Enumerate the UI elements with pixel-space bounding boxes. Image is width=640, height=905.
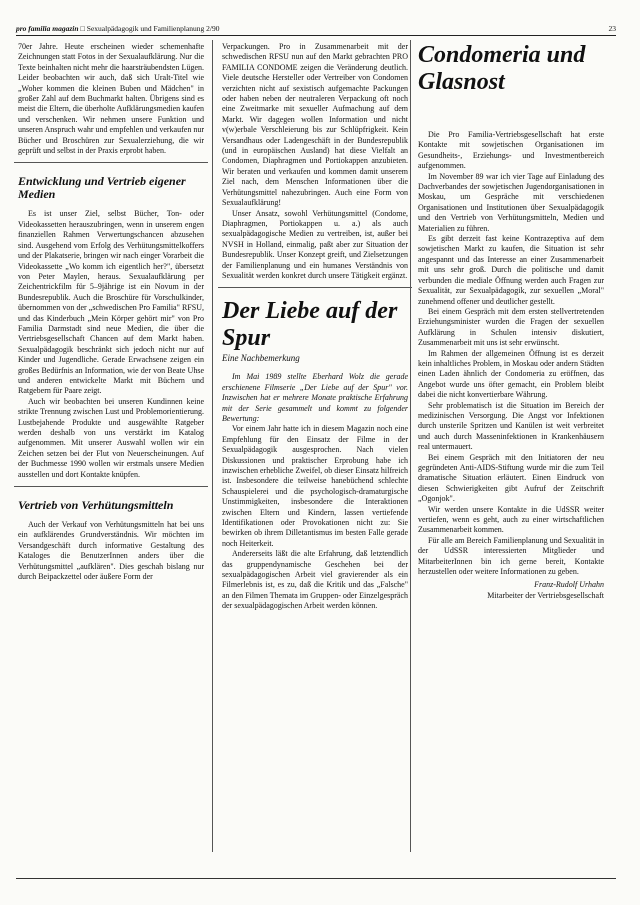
paragraph: Auch der Verkauf von Verhütungsmitteln hat bei uns ein aufklärendes Grundverständnis. Wir möchten im Versandgeschäft durch informative Gestaltung des Kataloges die BenutzerInnen anders über die Verhütungsmittel „aufklären". Dies geschah bislang nur durch Beipackzettel oder äußere Form der — [18, 520, 204, 582]
article-deck: Eine Nachbemerkung — [222, 353, 300, 364]
paragraph: Verpackungen. Pro in Zusammenarbeit mit der schwedischen RFSU nun auf den Markt gebrachten PRO FAMILIA CONDOME zeigen die Veränderung deutlich. Viele deutsche Hersteller oder Vertreiber von Condomen verzichten nicht auf sexistisch aufgemachte Packungen oder haben neben der neutraleren Verpackung oft noch eine Zweitmarke mit sexueller Aufmachung auf dem Markt. Wir dagegen wollen Information und nicht v(w)erbale Verschleierung bis zur Schlüpfrigkeit. Kein Versandhaus oder Ladengeschäft in der Bundesrepublik (und in europäischen Ausland) hat diese Vielfalt an Condomen, Diaphragmen und Portiokappen anzubieten. Wir beraten und verkaufen und kommen damit unserem Ziel nach, dem Menschen Informationen über die Verhütungsmittel nahezubringen. Auch eine Form von Sexualaufklärung! — [222, 42, 408, 208]
paragraph: Bei einem Gespräch mit dem ersten stellvertretenden Erziehungsminister wurden die Fragen der sexuellen Aufklärung in Schulen intensiv diskutiert, Zusammenarbeit mit uns ist sehr erwünscht. — [418, 306, 604, 348]
paragraph: Wir werden unsere Kontakte in die UdSSR weiter vertiefen, wenn es geht, auch zu einer wirtschaftlichen Zusammenarbeit kommen. — [418, 504, 604, 535]
heading-vertrieb: Vertrieb von Verhütungsmitteln — [18, 498, 174, 513]
paragraph: Bei einem Gespräch mit den Initiatoren der neu gegründeten Anti-AIDS-Stiftung wurde mir die zum Teil dramatische Situation erläutert. Einen Eindruck von diesen Schwierigkeiten gibt Aufruf der Zeitschrift „Ogonjok". — [418, 452, 604, 504]
column-left — [18, 42, 204, 582]
paragraph: Im Rahmen der allgemeinen Öffnung ist es derzeit kein inhaltliches Problem, in Moskau oder andern Städten einen Laden ähnlich der Condomeria zu eröffnen, das Angebot wurde uns öfter gemacht, ein Problem bleibt dabei die nicht konvertierbare Währung. — [418, 348, 604, 400]
section-divider — [218, 287, 412, 288]
section-divider — [14, 486, 208, 487]
column-right — [418, 42, 604, 601]
heading-entwicklung: Entwicklung und Vertrieb eigener Medien — [18, 174, 186, 202]
magazine-name: pro familia magazin — [16, 24, 79, 33]
paragraph: Vor einem Jahr hatte ich in diesem Magazin noch eine Empfehlung für den Einsatz der Filme in der Sexualpädagogik ausgesprochen. Nach vielen Diskussionen und praktischer Erprobung habe ich inzwischen erhebliche Zweifel, ob dieser Einsatz hilfreich ist. Insbesondere die teilweise hanebüchend schlechte Schauspielerei und die psychologisch-dramaturgische Unstimmigkeiten, insbesondere die Interaktionen zwischen Eltern und Kindern, lassen vertiefende Identifikationen oder Provokationen nicht zu: Sie bewirken ob ihrem Dilletantismus im besten Falle gerade noch Heiterkeit. — [222, 424, 408, 548]
section-name: □ Sexualpädagogik und Familienplanung 2/90 — [80, 24, 220, 33]
paragraph: Die Pro Familia-Vertriebsgesellschaft hat erste Kontakte mit sowjetischen Organisationen im Gesundheits-, Erziehungs- und Investmentbereich aufgenommen. — [418, 130, 604, 171]
author-name: Franz-Rudolf Urhahn — [534, 580, 604, 590]
column-middle — [222, 42, 408, 612]
article-intro: Im Mai 1989 stellte Eberhard Wolz die gerade erschienene Filmserie „Der Liebe auf der Spur" vor. Inzwischen hat er mehrere Monate praktische Erfahrung mit der Serie gesammelt und kommt zu folgender Bewertung: — [222, 372, 408, 423]
section-divider — [14, 162, 208, 163]
paragraph: Unser Ansatz, sowohl Verhütungsmittel (Condome, Diaphragmen, Portiokappen u. a.) als auch sexualpädagogische Medien zu vertreiben, ist, außer bei NVSH in Holland, einmalig, paßt aber zur Situation der Bundesrepublik. Unser Konzept greift, und Zielsetzungen der Familienplanung und ein humanes Verständnis von Sexualität werden konkret durch unsere Tätigkeit ergänzt. — [222, 208, 408, 280]
header-divider — [16, 35, 616, 36]
paragraph: Andererseits läßt die alte Erfahrung, daß letztendlich das gruppendynamische Geschehen bei der sexualpädagogischen Arbeit viel gravierender als ein Filmerlebnis ist, es zu, daß die Kritik und das „Falsche" an den Filmen Themata im Gruppen- oder Einzelgespräch der sexualpädagogischen Arbeit werden können. — [222, 549, 408, 611]
paragraph: Es ist unser Ziel, selbst Bücher, Ton- oder Videokassetten herauszubringen, wenn in unserem engen finanziellen Rahmen Verwertungschancen abzusehen sind. Ausgehend vom Erfolg des Verhütungsmittelkoffers und der Plakatserie, bringen wir nach einger Vorarbeit die Videokassette „Wo komm ich eigentlich her?", übersetzt von Peter Maylen, heraus. Sexualaufklärung per Zeichentrickfilm für 5–9jährige ist ein Novum in der Bundesrepublik. Auch die Broschüre für Vorschulkinder, übernommen von der „schwedischen Pro Familia" RFSU, und das Kinderbuch „Mein Körper gehört mir" von Pro Familia Darmstadt sind neue Medien, die über die Vertriebsgesellschaft Chancen auf dem Markt haben. Sexualpädagogik beschränkt sich jedoch nicht nur auf Kinder und Jugendliche. Gerade Erwachsene zeigen ein großes Bedürfnis an Information, wie der von Beate Uhse und anderen entwickelte Markt mit Büchern und Ratgebern für Paare zeigt. — [18, 209, 204, 396]
paragraph: 70er Jahre. Heute erscheinen wieder schemenhafte Zeichnungen statt Fotos in der Sexualaufklärung. Nur die Texte beinhalten nicht mehr die haarsträubendsten Lügen. Leider beobachten wir auch, daß sich Uralt-Titel wie „Woher kommen die kleinen Buben und Mädchen" in großer Zahl auf dem Buchmarkt halten. Übrigens sind es meist die Eltern, die überholte Aufklärungsmedien kaufen und verschenken. Wir nehmen unsere Funktion und unseren Anspruch wahr und empfehlen und verkaufen nur Bücher und Broschüren zur Sexualerziehung, die wir geprüft und selbst in der Praxis erprobt haben. — [18, 42, 204, 156]
author-role: Mitarbeiter der Vertriebsgesellschaft — [487, 590, 604, 600]
paragraph: Für alle am Bereich Familienplanung und Sexualität in der UdSSR interessierten Mitglieder und MitarbeiterInnen bin ich gerne bereit, Kontakte herzustellen oder weitere Informationen zu geben. — [418, 535, 604, 577]
paragraph: Sehr problematisch ist die Situation im Bereich der medizinischen Versorgung. Die Angst vor Infektionen durch unsterile Spritzen und Kanülen ist weit verbreitet und auch durch Masseninfektionen in Krankenhäusern real untermauert. — [418, 400, 604, 452]
running-head — [16, 24, 220, 33]
article-title-liebe: Der Liebe auf der Spur — [222, 298, 398, 352]
title-spacer — [418, 96, 604, 130]
article-title-condomeria: Condomeria und Glasnost — [418, 42, 586, 95]
paragraph: Im November 89 war ich vier Tage auf Einladung des Dachverbandes der sowjetischen Jugendorganisationen in Moskau, um Gespräche mit verschiedenen Organisationen und Institutionen über Sexualpädagogik und den Vertrieb von Verhütungsmitteln, Medien und Materialien zu führen. — [418, 171, 604, 233]
column-divider-1 — [212, 40, 213, 852]
page-number: 23 — [608, 24, 616, 33]
footer-divider — [16, 878, 616, 879]
column-divider-2 — [410, 40, 411, 852]
paragraph: Es gibt derzeit fast keine Kontrazeptiva auf dem sowjetischen Markt zu kaufen, die Situation ist sehr angespannt und das Interesse an einer Zusammenarbeit mit uns sehr groß. Durch die politische und damit verbunden die mediale Öffnung werden auch Fragen zur Sexualität, zur Sexualpädagogik, zur sexuellen „Moral" zunehmend offener und deutlicher gestellt. — [418, 234, 604, 306]
paragraph: Auch wir beobachten bei unseren Kundinnen keine strikte Trennung zwischen Lust und Problemorientierung. Lustbejahende Produkte und ausgewählte Ratgeber werden deshalb von uns verstärkt im Katalog aufgenommen. Mit unserer Auswahl wollen wir ein Zeichen setzen bei der Flut von Neuerscheinungen. Auf der Buchmesse 1990 wollen wir erstmals unsere Medien ausstellen und dort Kontakte knüpfen. — [18, 396, 204, 479]
